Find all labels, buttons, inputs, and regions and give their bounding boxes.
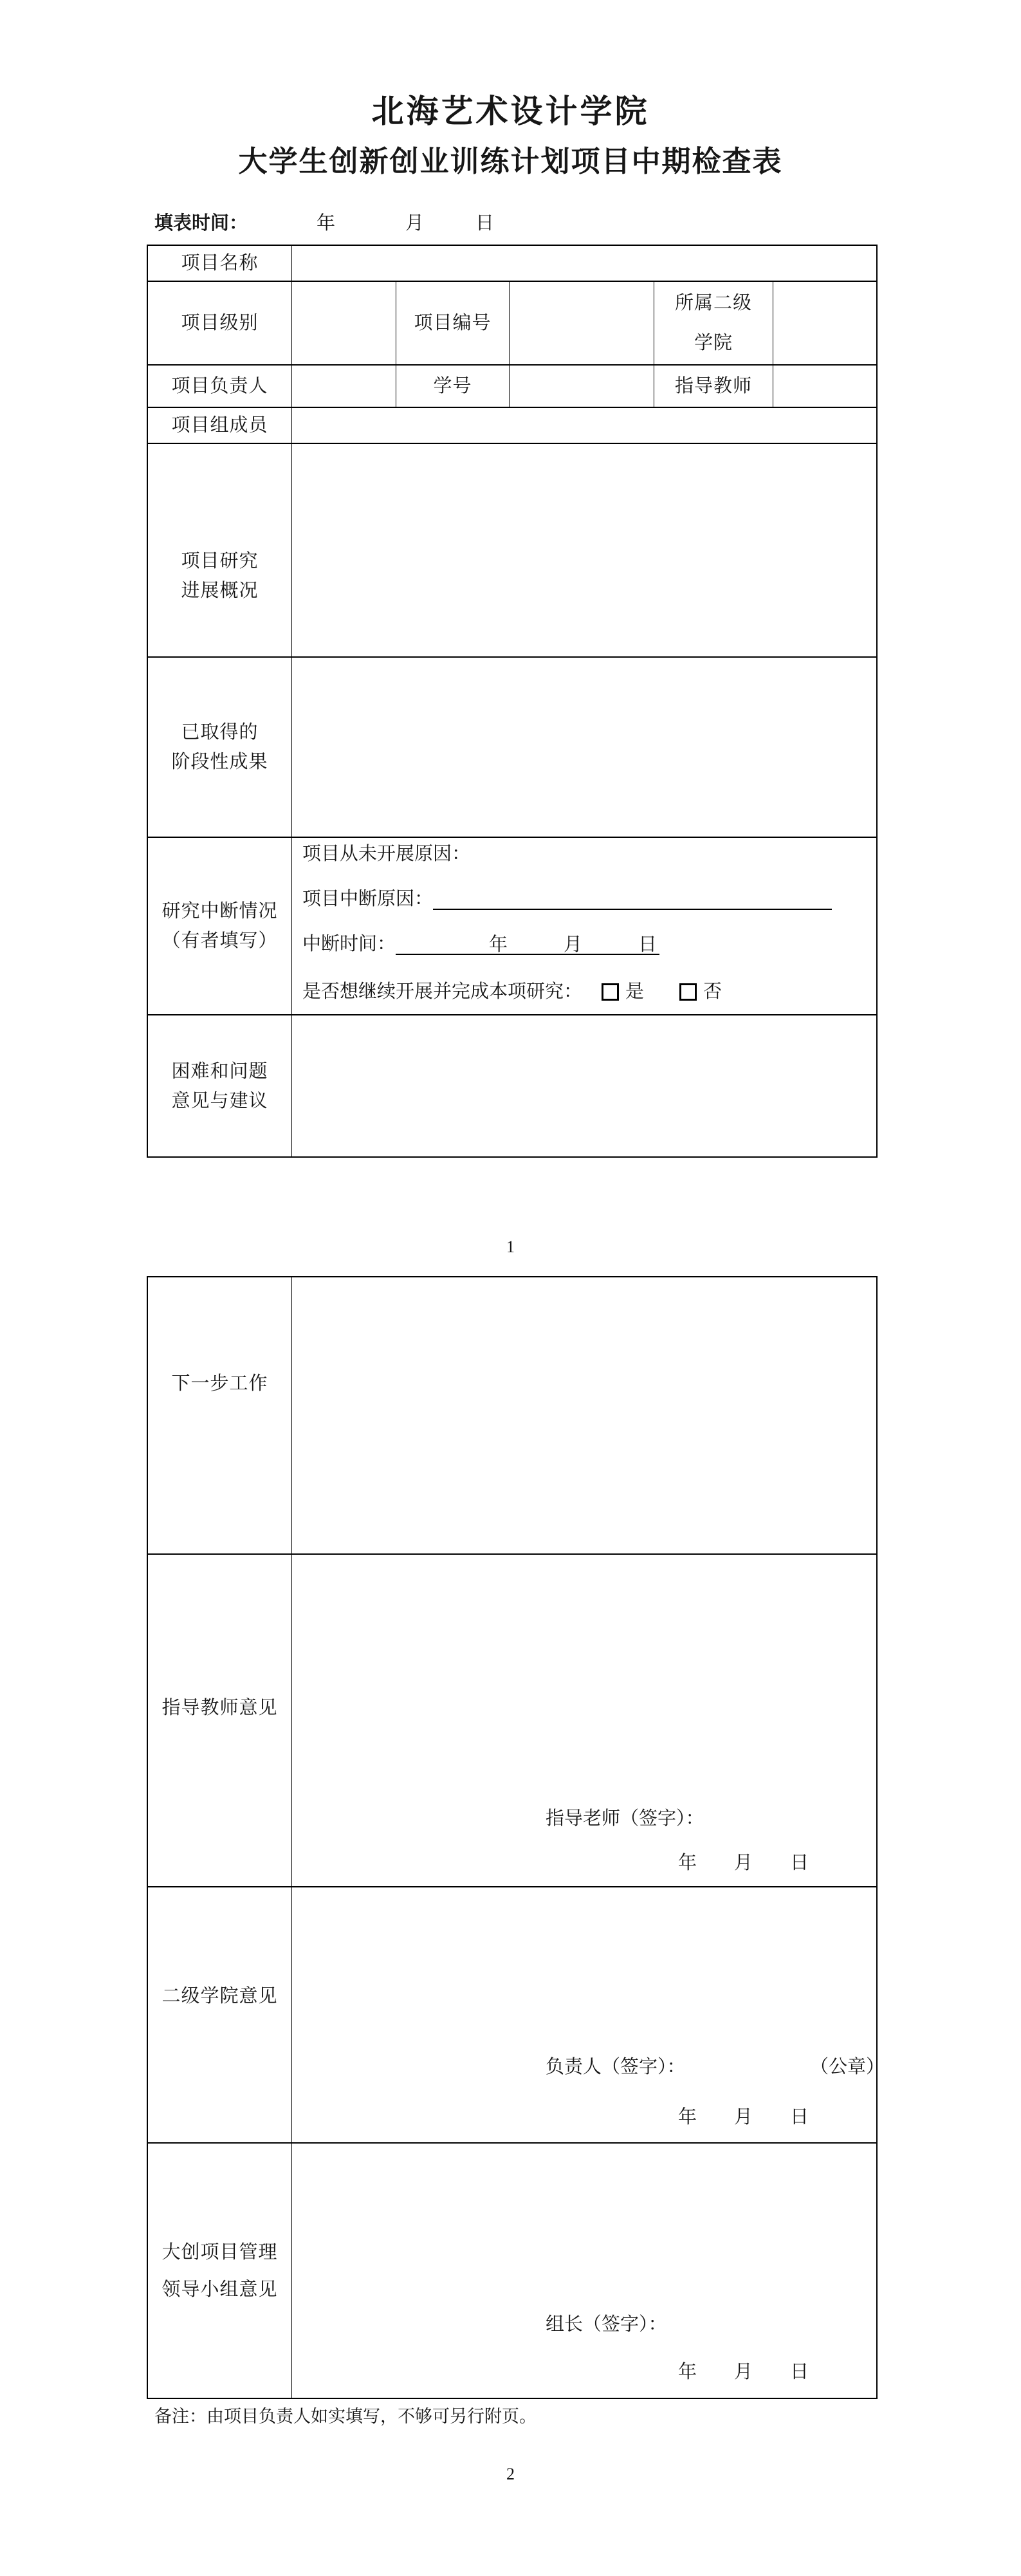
interruption-content-cell[interactable]: [292, 838, 876, 1015]
advisor-signature-label: 指导老师（签字）：: [546, 1808, 704, 1829]
group-date-line: 年 月 日: [678, 2362, 809, 2382]
fill-time-year: 年: [317, 213, 336, 234]
leading-group-opinion-cell[interactable]: [292, 2144, 876, 2398]
fill-time-label: 填表时间：: [154, 213, 248, 234]
fill-time-month: 月: [405, 213, 425, 234]
team-members-value-cell[interactable]: [292, 408, 876, 444]
research-progress-label: 项目研究 进展概况: [148, 444, 292, 658]
page-subtitle: 大学生创新创业训练计划项目中期检查表: [238, 145, 783, 178]
next-work-label: 下一步工作: [148, 1277, 292, 1555]
next-work-value-cell[interactable]: [292, 1277, 876, 1555]
project-leader-label: 项目负责人: [148, 366, 292, 408]
never-started-reason-line: 项目从未开展原因：: [302, 844, 471, 864]
page-1-number: 1: [506, 1237, 515, 1256]
advisor-date-line: 年 月 日: [678, 1853, 809, 1873]
team-members-label: 项目组成员: [148, 408, 292, 444]
project-level-label: 项目级别: [148, 282, 292, 366]
project-number-label: 项目编号: [396, 282, 510, 366]
student-number-label: 学号: [396, 366, 510, 408]
opinions-table: [147, 1276, 885, 2399]
project-name-label: 项目名称: [148, 246, 292, 282]
college-opinion-label: 二级学院意见: [148, 1887, 292, 2144]
project-info-table: [147, 245, 878, 1158]
page-2-number: 2: [506, 2465, 515, 2483]
project-number-value-cell[interactable]: [510, 282, 654, 366]
college-opinion-cell[interactable]: [292, 1887, 885, 2144]
continue-yes-checkbox[interactable]: [602, 983, 619, 1001]
continue-yes-label: 是: [625, 981, 645, 1002]
interrupt-reason-line: 项目中断原因：: [302, 888, 832, 910]
advisor-value-cell[interactable]: [773, 366, 876, 408]
phased-results-value-cell[interactable]: [292, 658, 876, 838]
advisor-label: 指导教师: [654, 366, 773, 408]
official-seal-label: （公章）: [810, 2057, 885, 2077]
advisor-opinion-label: 指导教师意见: [148, 1555, 292, 1887]
leading-group-opinion-label: 大创项目管理 领导小组意见: [148, 2144, 292, 2398]
project-leader-value-cell[interactable]: [292, 366, 396, 408]
continue-no-checkbox[interactable]: [679, 983, 697, 1001]
phased-results-label: 已取得的 阶段性成果: [148, 658, 292, 838]
continue-no-label: 否: [703, 981, 722, 1002]
page-title: 北海艺术设计学院: [371, 93, 650, 129]
footer-note: 备注：由项目负责人如实填写，不够可另行附页。: [154, 2407, 537, 2426]
student-number-value-cell[interactable]: [510, 366, 654, 408]
difficulties-value-cell[interactable]: [292, 1015, 876, 1156]
fill-time-day: 日: [475, 213, 495, 234]
research-progress-value-cell[interactable]: [292, 444, 876, 658]
interrupt-time-line: 中断时间： 年 月 日: [302, 933, 659, 955]
college-signature-label: 负责人（签字）：: [546, 2057, 686, 2077]
secondary-college-value-cell[interactable]: [773, 282, 876, 366]
college-date-line: 年 月 日: [678, 2107, 809, 2127]
group-leader-signature-label: 组长（签字）：: [546, 2314, 667, 2335]
secondary-college-label: 所属二级 学院: [654, 282, 773, 366]
difficulties-label: 困难和问题 意见与建议: [148, 1015, 292, 1156]
advisor-opinion-cell[interactable]: [292, 1555, 876, 1887]
interruption-label: 研究中断情况 （有者填写）: [148, 838, 292, 1015]
continue-question-line: 是否想继续开展并完成本项研究： 是 否: [302, 981, 722, 1002]
project-name-value-cell[interactable]: [292, 246, 876, 282]
interrupt-time-blank[interactable]: 年 月 日: [396, 934, 659, 955]
interrupt-reason-blank[interactable]: [433, 889, 832, 910]
project-level-value-cell[interactable]: [292, 282, 396, 366]
